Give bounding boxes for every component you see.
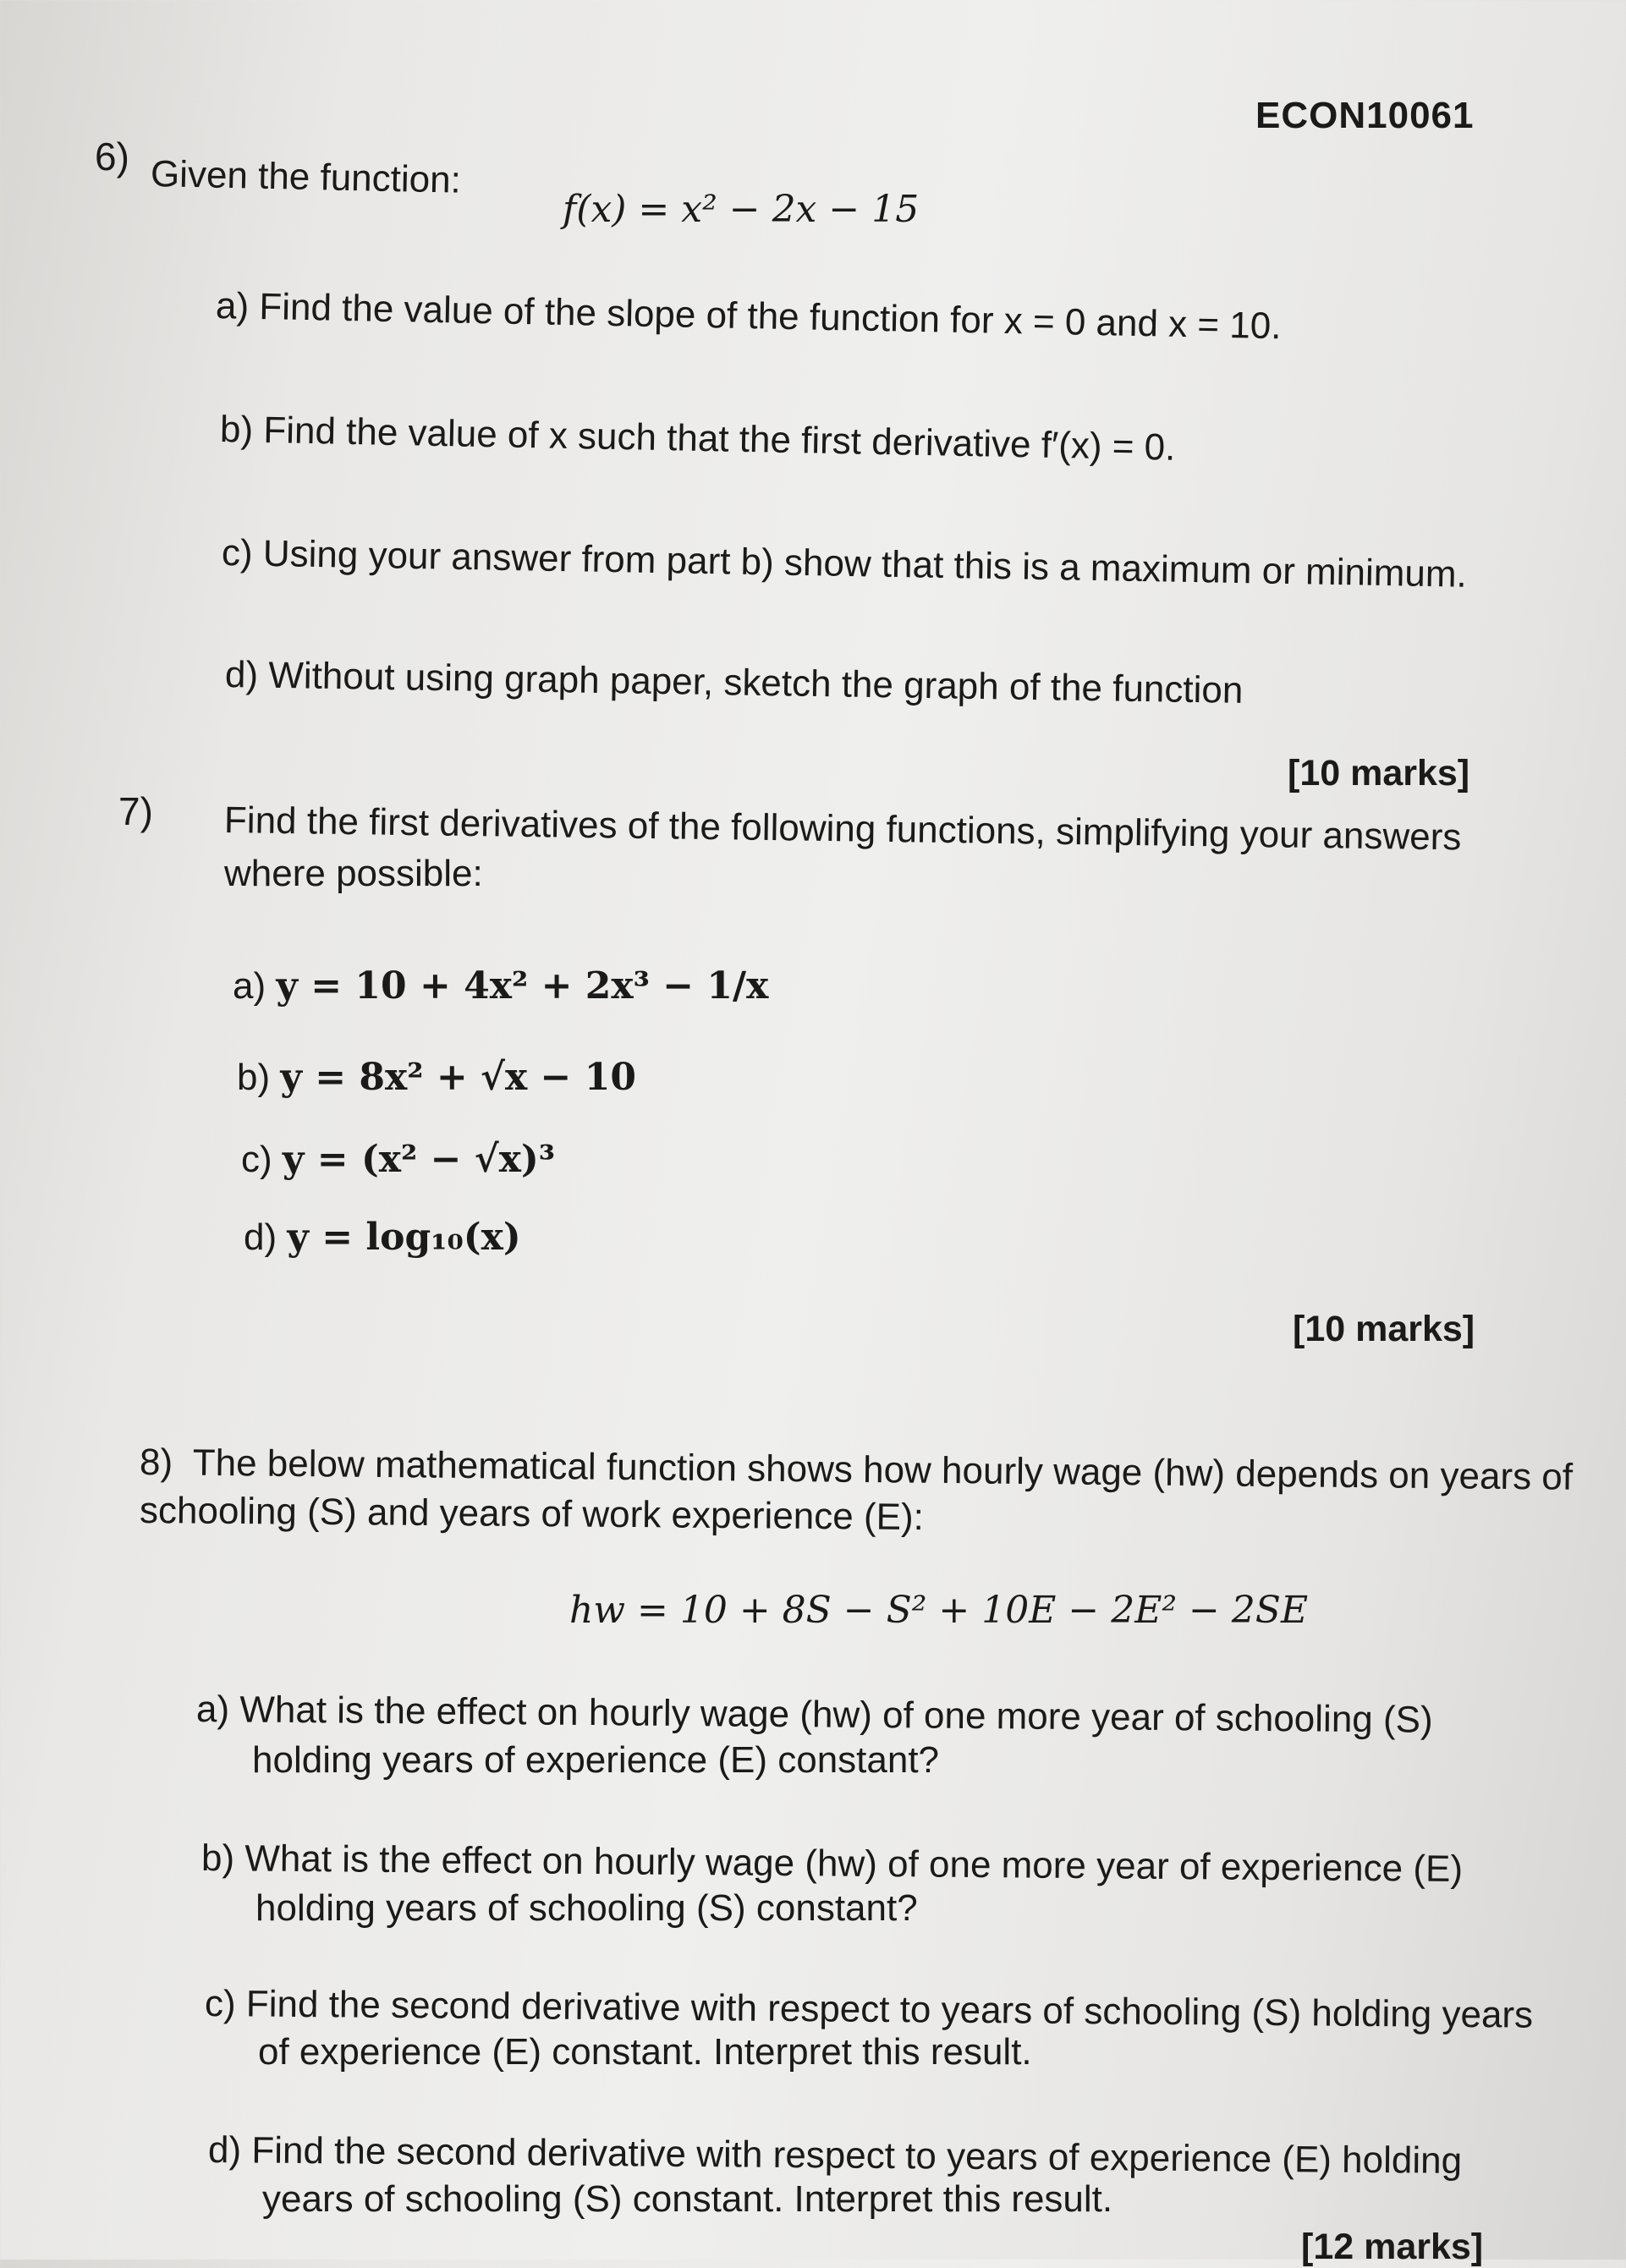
q8-part-d — [208, 2128, 1463, 2184]
q8-part-b-label: b) — [201, 1837, 235, 1880]
q6-part-a-text: Find the value of the slope of the function for x = 0 and x = 10. — [258, 285, 1282, 348]
q8-part-c-line2: of experience (E) constant. Interpret this result. — [258, 2031, 1032, 2073]
q7-part-a-label: a) — [233, 965, 266, 1007]
q7-part-d-expr: y = log₁₀(x) — [287, 1216, 521, 1259]
q6-part-c-text: Using your answer from part b) show that this is a maximum or minimum. — [262, 532, 1468, 596]
q6-part-d — [225, 653, 1244, 714]
q8-part-a — [196, 1688, 1433, 1744]
q8-number: 8) — [139, 1442, 173, 1484]
q6-number: 6) — [95, 135, 129, 178]
q6-part-c-label: c) — [221, 532, 254, 574]
q6-part-d-text: Without using graph paper, sketch the graph of the function — [267, 654, 1244, 711]
q6-part-a — [215, 284, 1282, 349]
q8-function: hw = 10 + 8S − S² + 10E − 2E² − 2SE — [569, 1589, 1309, 1632]
q8-part-c-label: c) — [204, 1983, 236, 2025]
q7-number: 7) — [118, 789, 153, 833]
q8-part-b-line1: What is the effect on hourly wage (hw) of one more year of experience (E) — [244, 1837, 1464, 1891]
q7-part-c — [241, 1138, 555, 1183]
q8-part-b-line2: holding years of schooling (S) constant? — [255, 1887, 918, 1929]
q7-marks: [10 marks] — [1293, 1309, 1475, 1349]
q7-intro-line1: Find the first derivatives of the following functions, simplifying your answers — [223, 799, 1462, 859]
q8-part-c-line1: Find the second derivative with respect to years of schooling (S) holding years — [245, 1983, 1534, 2036]
course-code: ECON10061 — [1255, 95, 1475, 136]
q7-part-d — [244, 1216, 521, 1260]
q6-part-b-label: b) — [219, 409, 254, 451]
q7-part-c-expr: y = (x² − √x)³ — [282, 1138, 556, 1181]
q6-part-b — [219, 408, 1175, 470]
q8-part-a-line1: What is the effect on hourly wage (hw) of one more year of schooling (S) — [239, 1689, 1433, 1741]
q7-part-a-expr: y = 10 + 4x² + 2x³ − 1/x — [276, 964, 769, 1008]
q6-marks: [10 marks] — [1288, 753, 1470, 794]
q6-part-d-label: d) — [224, 654, 259, 696]
q6-part-a-label: a) — [215, 285, 250, 327]
q7-part-b-expr: y = 8x² + √x − 10 — [280, 1056, 636, 1099]
q7-part-d-label: d) — [244, 1216, 277, 1258]
q7-part-a — [233, 964, 768, 1009]
q6-intro: Given the function: — [150, 153, 462, 201]
q7-part-c-label: c) — [241, 1139, 272, 1180]
q8-part-d-line1: Find the second derivative with respect to years of experience (E) holding — [251, 2129, 1463, 2182]
q8-intro-line1-text: The below mathematical function shows how hourly wage (hw) depends on years of — [192, 1442, 1574, 1498]
q6-part-c — [222, 531, 1468, 597]
q8-marks: [12 marks] — [1301, 2227, 1484, 2267]
q8-part-b — [201, 1837, 1463, 1892]
q8-part-d-line2: years of schooling (S) constant. Interpret this result. — [262, 2178, 1113, 2220]
q6-part-b-text: Find the value of x such that the first derivative f′(x) = 0. — [262, 409, 1176, 469]
q7-intro-line2: where possible: — [224, 853, 483, 894]
q7-part-b-label: b) — [237, 1057, 271, 1098]
q7-part-b — [237, 1056, 636, 1101]
q8-intro-line2: schooling (S) and years of work experience (E): — [139, 1490, 925, 1539]
q8-part-a-label: a) — [195, 1689, 230, 1731]
q8-part-d-label: d) — [207, 2129, 242, 2172]
q8-part-a-line2: holding years of experience (E) constant? — [252, 1739, 940, 1781]
q6-function: f(x) = x² − 2x − 15 — [563, 188, 920, 231]
